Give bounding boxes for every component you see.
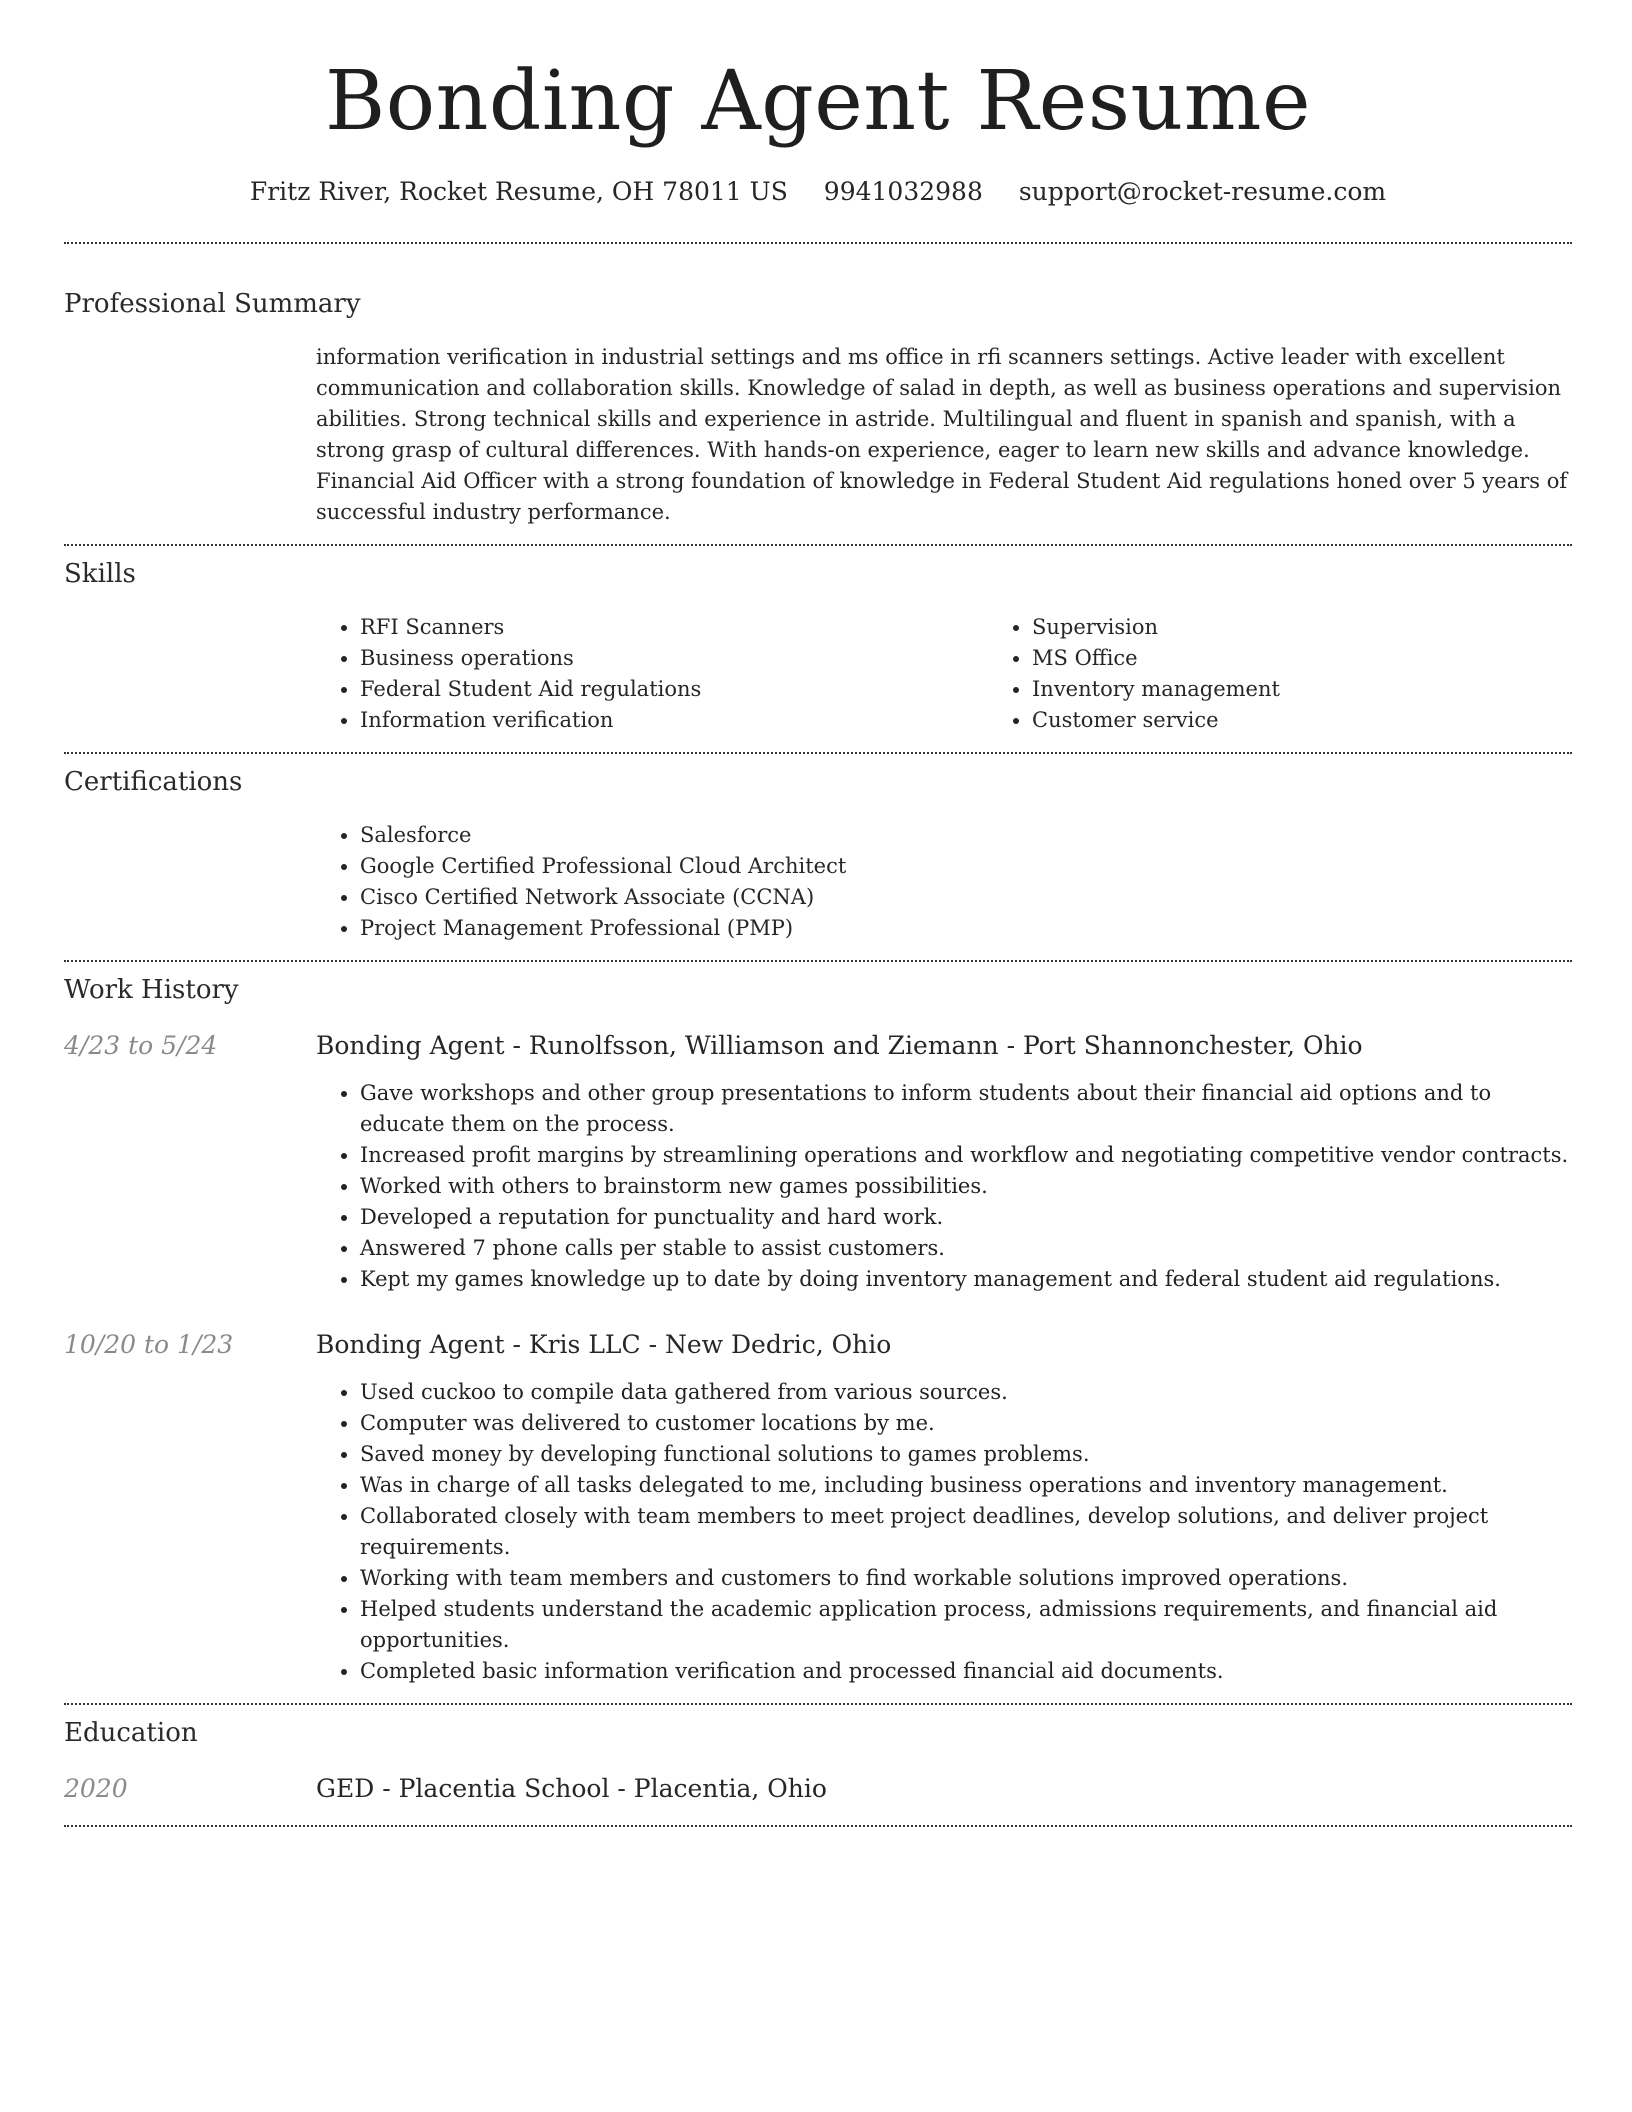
skills-grid: [316, 612, 1572, 736]
contact-email: support@rocket-resume.com: [1018, 177, 1387, 206]
job-bullets: [316, 1377, 1572, 1687]
job-bullet: • Was in charge of all tasks delegated to me, including business operations and inventory management.: [360, 1470, 1572, 1501]
education-title: GED - Placentia School - Placentia, Ohio: [316, 1774, 827, 1803]
contact-address: Fritz River, Rocket Resume, OH 78011 US: [249, 177, 788, 206]
certification-item: • Salesforce: [360, 820, 1572, 851]
skills-list-right: [988, 612, 1632, 736]
work-history-section: [64, 962, 1572, 1687]
education-entry: [64, 1773, 1572, 1805]
skill-item: • Supervision: [1032, 612, 1632, 643]
certifications-section: [64, 754, 1572, 944]
section-heading: Professional Summary: [64, 289, 361, 319]
job-bullets: [316, 1078, 1572, 1295]
job-title: Bonding Agent - Kris LLC - New Dedric, Ohio: [316, 1330, 892, 1359]
job-dates: 4/23 to 5/24: [64, 1031, 218, 1060]
job-bullet: • Increased profit margins by streamlining operations and workflow and negotiating competitive vendor contracts.: [360, 1140, 1572, 1171]
summary-text: information verification in industrial settings and ms office in rfi scanners settings. Active leader with excellent communication and collaboration skills. Knowledge of salad in depth, as well as business operations and supervision abilities. Strong technical skills and experience in astride. Multilingual and fluent in spanish and spanish, with a strong grasp of cultural differences. With hands-on experience, eager to learn new skills and advance knowledge. Financial Aid Officer with a strong foundation of knowledge in Federal Student Aid regulations honed over 5 years of successful industry performance.: [316, 345, 1568, 524]
certification-item: • Project Management Professional (PMP): [360, 913, 1572, 944]
job-bullet: • Completed basic information verification and processed financial aid documents.: [360, 1656, 1572, 1687]
skill-item: • Business operations: [360, 643, 988, 674]
divider: [64, 1825, 1572, 1827]
resume-title: Bonding Agent Resume: [324, 54, 1312, 149]
job-entry: [64, 1329, 1572, 1687]
job-dates: 10/20 to 1/23: [64, 1330, 234, 1359]
job-bullet: • Answered 7 phone calls per stable to assist customers.: [360, 1233, 1572, 1264]
contact-line: [64, 176, 1572, 208]
job-entry: [64, 1030, 1572, 1295]
job-bullet: • Kept my games knowledge up to date by doing inventory management and federal student aid regulations.: [360, 1264, 1572, 1295]
section-heading: Work History: [64, 975, 239, 1005]
skill-item: • Information verification: [360, 705, 988, 736]
job-bullet: • Used cuckoo to compile data gathered from various sources.: [360, 1377, 1572, 1408]
certification-item: • Cisco Certified Network Associate (CCNA): [360, 882, 1572, 913]
skill-item: • Inventory management: [1032, 674, 1632, 705]
skills-section: [64, 546, 1572, 736]
summary-section: [64, 244, 1572, 528]
skill-item: • Federal Student Aid regulations: [360, 674, 988, 705]
job-bullet: • Computer was delivered to customer locations by me.: [360, 1408, 1572, 1439]
job-title: Bonding Agent - Runolfsson, Williamson and Ziemann - Port Shannonchester, Ohio: [316, 1031, 1363, 1060]
job-bullet: • Developed a reputation for punctuality and hard work.: [360, 1202, 1572, 1233]
education-dates: 2020: [64, 1774, 128, 1803]
job-bullet: • Collaborated closely with team members to meet project deadlines, develop solutions, and deliver project requirements.: [360, 1501, 1572, 1563]
skills-list-left: [316, 612, 988, 736]
certification-item: • Google Certified Professional Cloud Architect: [360, 851, 1572, 882]
job-bullet: • Worked with others to brainstorm new games possibilities.: [360, 1171, 1572, 1202]
section-heading: Skills: [64, 559, 136, 589]
section-heading: Certifications: [64, 767, 243, 797]
skill-item: • RFI Scanners: [360, 612, 988, 643]
contact-phone: 9941032988: [823, 177, 983, 206]
certifications-list: [316, 820, 1572, 944]
skill-item: • Customer service: [1032, 705, 1632, 736]
skill-item: • MS Office: [1032, 643, 1632, 674]
job-bullet: • Working with team members and customers to find workable solutions improved operations.: [360, 1563, 1572, 1594]
resume-page: [64, 0, 1572, 1827]
section-heading: Education: [64, 1718, 198, 1748]
job-bullet: • Saved money by developing functional solutions to games problems.: [360, 1439, 1572, 1470]
job-bullet: • Helped students understand the academic application process, admissions requirements, and financial aid opportunities.: [360, 1594, 1572, 1656]
education-section: [64, 1705, 1572, 1805]
job-bullet: • Gave workshops and other group presentations to inform students about their financial aid options and to educate them on the process.: [360, 1078, 1572, 1140]
